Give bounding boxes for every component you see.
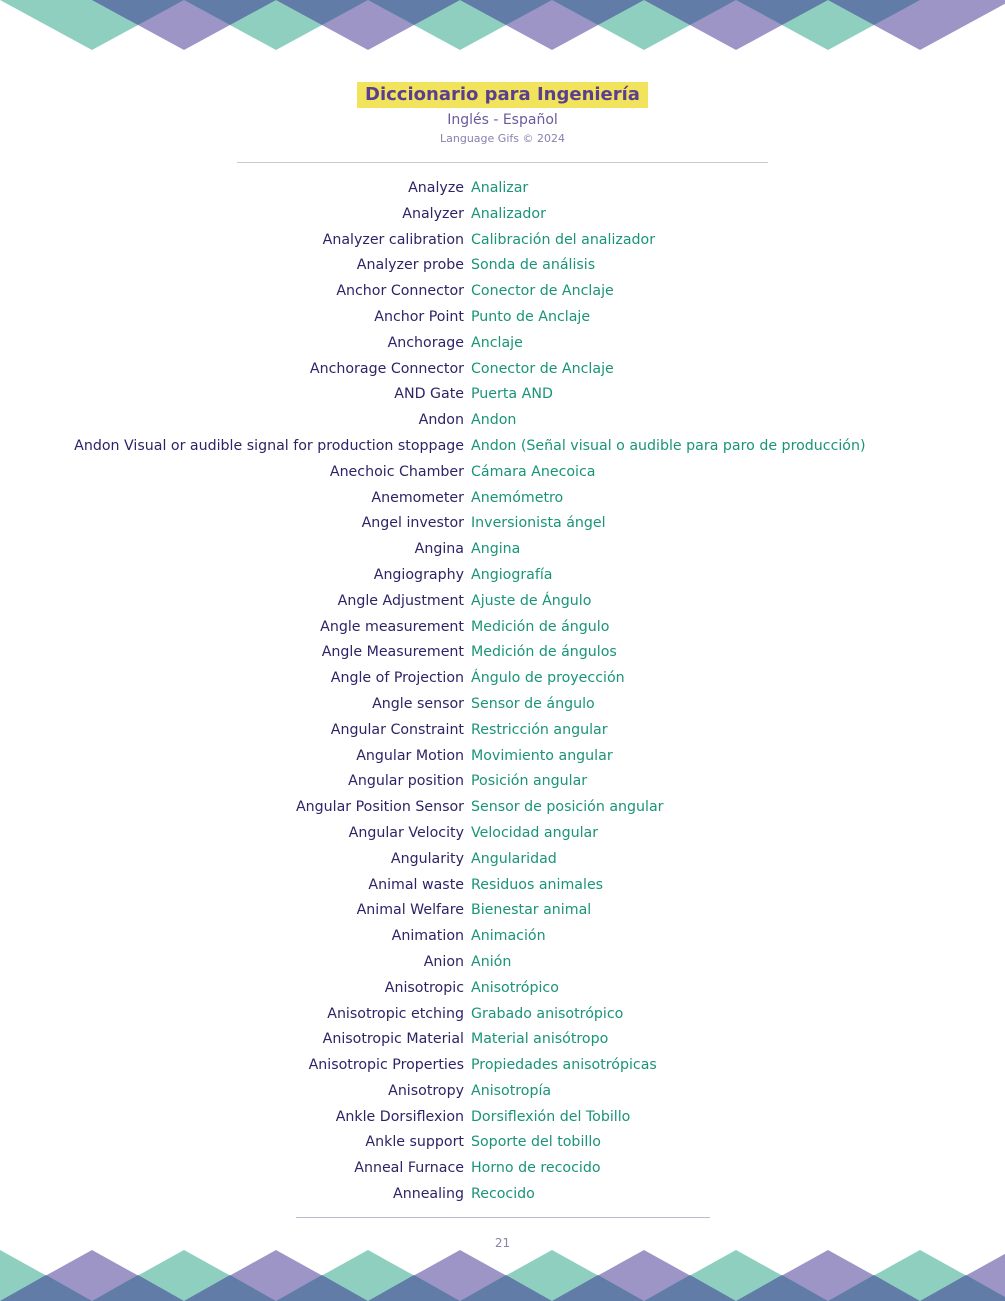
spanish-translation: Angina: [471, 541, 521, 558]
spanish-translation: Inversionista ángel: [471, 515, 606, 532]
dictionary-entry: [0, 460, 1005, 486]
english-term: Anisotropic Properties: [308, 1057, 464, 1074]
dictionary-entry: [0, 305, 1005, 331]
english-term: Analyzer probe: [356, 257, 464, 274]
spanish-translation: Analizar: [471, 180, 529, 196]
top-diamond-banner: [0, 0, 1005, 50]
dictionary-entry: [0, 795, 1005, 821]
english-term: Andon Visual or audible signal for production stoppage: [74, 437, 464, 454]
english-term: Analyzer calibration: [322, 231, 464, 248]
spanish-translation: Cámara Anecoica: [471, 463, 596, 480]
english-term: Anion: [423, 953, 464, 970]
english-term: Angle Measurement: [321, 644, 464, 661]
english-term: Anisotropic: [384, 979, 464, 996]
spanish-translation: Ajuste de Ángulo: [471, 592, 592, 609]
english-term: Angular Velocity: [348, 824, 464, 841]
english-term: Anisotropic Material: [322, 1031, 464, 1048]
spanish-translation: Sonda de análisis: [471, 257, 596, 274]
dictionary-entry: [0, 589, 1005, 615]
spanish-translation: Sensor de posición angular: [471, 799, 664, 816]
dictionary-entry: [0, 1130, 1005, 1156]
spanish-translation: Restricción angular: [471, 721, 608, 738]
spanish-translation: Andon: [471, 412, 517, 429]
english-term: Analyze: [408, 180, 464, 196]
dictionary-entry: [0, 176, 1005, 202]
spanish-translation: Conector de Anclaje: [471, 283, 614, 300]
english-term: Angle sensor: [372, 695, 464, 712]
dictionary-entry: [0, 847, 1005, 873]
english-term: Angle Adjustment: [337, 592, 464, 609]
english-term: Animal waste: [368, 876, 464, 893]
english-term: Animal Welfare: [356, 902, 464, 919]
english-term: Ankle Dorsiflexion: [335, 1108, 464, 1125]
dictionary-entry: [0, 563, 1005, 589]
spanish-translation: Conector de Anclaje: [471, 360, 614, 377]
spanish-translation: Sensor de ángulo: [471, 695, 595, 712]
spanish-translation: Soporte del tobillo: [471, 1134, 601, 1151]
spanish-translation: Material anisótropo: [471, 1031, 609, 1048]
page-number: 21: [494, 1236, 511, 1250]
dictionary-entry: [0, 1105, 1005, 1131]
dictionary-entry: [0, 898, 1005, 924]
english-term: Anchorage Connector: [309, 360, 464, 377]
dictionary-entry: [0, 744, 1005, 770]
spanish-translation: Puerta AND: [471, 386, 553, 403]
page-subtitle: Inglés - Español: [447, 112, 558, 128]
spanish-translation: Propiedades anisotrópicas: [471, 1057, 657, 1074]
english-term: Anchorage: [387, 334, 464, 351]
dictionary-entry: [0, 950, 1005, 976]
dictionary-entry: [0, 1182, 1005, 1208]
spanish-translation: Animación: [471, 928, 546, 945]
dictionary-entry: [0, 537, 1005, 563]
spanish-translation: Bienestar animal: [471, 902, 592, 919]
dictionary-entry: [0, 615, 1005, 641]
dictionary-entry: [0, 769, 1005, 795]
spanish-translation: Medición de ángulo: [471, 618, 610, 635]
dictionary-entry: [0, 718, 1005, 744]
dictionary-entry: [0, 873, 1005, 899]
dictionary-entry: [0, 486, 1005, 512]
spanish-translation: Horno de recocido: [471, 1160, 601, 1177]
dictionary-entry: [0, 1156, 1005, 1182]
dictionary-entry: [0, 434, 1005, 460]
dictionary-entry: [0, 821, 1005, 847]
dictionary-entry: [0, 228, 1005, 254]
english-term: Annealing: [393, 1186, 464, 1203]
spanish-translation: Medición de ángulos: [471, 644, 617, 661]
dictionary-entry: [0, 1079, 1005, 1105]
spanish-translation: Recocido: [471, 1186, 535, 1203]
spanish-translation: Anclaje: [471, 334, 523, 351]
spanish-translation: Calibración del analizador: [471, 231, 656, 248]
spanish-translation: Analizador: [471, 205, 546, 222]
header-divider: [237, 162, 768, 163]
footer-divider: [296, 1217, 710, 1218]
dictionary-entry: [0, 924, 1005, 950]
english-term: Anchor Point: [374, 308, 464, 325]
dictionary-entry: [0, 357, 1005, 383]
dictionary-entry: [0, 382, 1005, 408]
dictionary-entry: [0, 1002, 1005, 1028]
dictionary-entry: [0, 640, 1005, 666]
spanish-translation: Residuos animales: [471, 876, 604, 893]
english-term: Angiography: [373, 566, 464, 583]
english-term: Angular Motion: [356, 747, 464, 764]
dictionary-entry: [0, 331, 1005, 357]
spanish-translation: Ángulo de proyección: [471, 670, 625, 687]
dictionary-entries: [0, 176, 1005, 1208]
english-term: Angle of Projection: [330, 670, 464, 687]
spanish-translation: Movimiento angular: [471, 747, 613, 764]
spanish-translation: Punto de Anclaje: [471, 308, 591, 325]
spanish-translation: Angiografía: [471, 566, 553, 583]
english-term: Angular Constraint: [330, 721, 464, 738]
spanish-translation: Velocidad angular: [471, 824, 599, 841]
english-term: AND Gate: [394, 386, 464, 403]
spanish-translation: Angularidad: [471, 850, 557, 867]
copyright-notice: Language Gifs © 2024: [440, 132, 565, 145]
english-term: Angel investor: [361, 515, 464, 532]
english-term: Analyzer: [402, 205, 464, 222]
dictionary-entry: [0, 1053, 1005, 1079]
english-term: Andon: [418, 412, 464, 429]
dictionary-entry: [0, 202, 1005, 228]
bottom-diamond-banner: [0, 1250, 1005, 1301]
dictionary-entry: [0, 666, 1005, 692]
document-header: [0, 82, 1005, 147]
dictionary-entry: [0, 279, 1005, 305]
english-term: Anemometer: [371, 489, 464, 506]
english-term: Ankle support: [365, 1134, 464, 1151]
english-term: Anechoic Chamber: [329, 463, 464, 480]
english-term: Angularity: [390, 850, 464, 867]
dictionary-entry: [0, 408, 1005, 434]
dictionary-entry: [0, 511, 1005, 537]
spanish-translation: Anemómetro: [471, 489, 564, 506]
dictionary-entry: [0, 976, 1005, 1002]
dictionary-entry: [0, 692, 1005, 718]
english-term: Anisotropic etching: [327, 1005, 464, 1022]
english-term: Anchor Connector: [336, 283, 464, 300]
english-term: Angina: [414, 541, 464, 558]
dictionary-entry: [0, 1027, 1005, 1053]
english-term: Angular Position Sensor: [295, 799, 464, 816]
english-term: Animation: [391, 928, 464, 945]
page-title: Diccionario para Ingeniería: [357, 82, 648, 108]
english-term: Angle measurement: [320, 618, 464, 635]
spanish-translation: Dorsiflexión del Tobillo: [471, 1108, 631, 1125]
spanish-translation: Andon (Señal visual o audible para paro de producción): [471, 437, 866, 454]
english-term: Anisotropy: [388, 1082, 464, 1099]
english-term: Anneal Furnace: [354, 1160, 464, 1177]
spanish-translation: Anión: [471, 953, 512, 970]
spanish-translation: Posición angular: [471, 773, 588, 790]
spanish-translation: Anisotrópico: [471, 979, 559, 996]
spanish-translation: Grabado anisotrópico: [471, 1005, 624, 1022]
spanish-translation: Anisotropía: [471, 1082, 552, 1099]
english-term: Angular position: [348, 773, 464, 790]
dictionary-entry: [0, 253, 1005, 279]
